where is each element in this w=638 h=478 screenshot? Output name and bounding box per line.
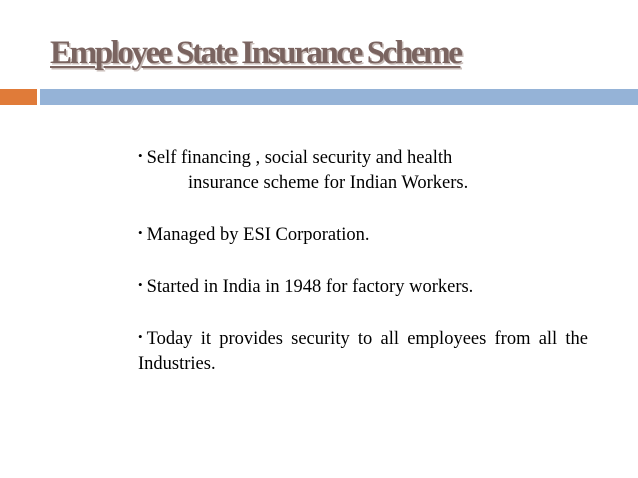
accent-bar-orange (0, 89, 37, 105)
bullet-item-self-financing (138, 143, 588, 196)
bullet-marker: • (138, 329, 143, 344)
bullet-item-started-in (138, 272, 588, 300)
accent-bar-blue (40, 89, 638, 105)
bullet-text: Started in India in 1948 for factory workers. (146, 277, 474, 297)
bullet-marker: • (138, 148, 143, 163)
bullet-text-line2: insurance scheme for Indian Workers. (188, 173, 469, 193)
slide-title: Employee State Insurance Scheme (50, 35, 461, 71)
bullet-item-today (138, 324, 588, 377)
bullet-marker: • (138, 277, 143, 292)
bullet-marker: • (138, 225, 143, 240)
bullet-text-line1: Self financing , social security and health (146, 148, 453, 168)
bullet-text: Managed by ESI Corporation. (146, 225, 370, 245)
bullet-text: Today it provides security to all employees from all the Industries. (138, 329, 588, 374)
bullet-list (138, 143, 588, 401)
bullet-item-managed-by (138, 220, 588, 248)
